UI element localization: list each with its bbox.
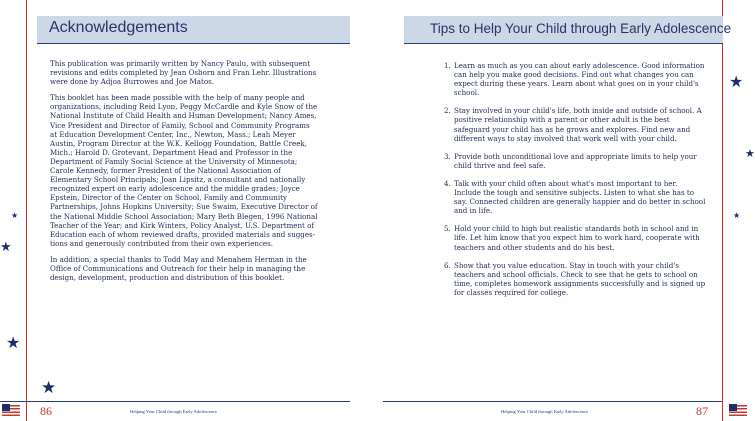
list-item: 1. Learn as much as you can about early adolescence. Good information can help you make good decisions. Find out what changes you can expect during these years. Learn about what goes on in your child's school. [444,61,705,98]
tips-list [444,61,706,306]
star-icon: ★ [0,240,12,255]
left-page [0,0,372,421]
acknowledgements-header [37,16,350,44]
acknowledgements-title: Acknowledgements [49,19,188,36]
star-icon: ★ [729,72,744,91]
running-title: Helping Your Child through Early Adolescence [130,409,218,414]
acknowledgements-paragraph-3: In addition, a special thanks to Todd May and Menahem Herman in the Office of Communications and Outreach for their help in managing the design, development, production and distribution of this booklet. [50,254,307,283]
list-item: 4. Talk with your child often about what's most important to her. Include the tough and sensitive subjects. Listen to what she has to say. Connected children are generally happier and do better in school and in life. [444,178,706,216]
left-margin-rule [26,0,27,421]
list-item: 5. Hold your child to high but realistic standards both in school and in life. Let him know that you expect him to work hard, cooperate with teachers and other students and do his best. [444,224,700,252]
acknowledgements-paragraph-1: This publication was primarily written by Nancy Paulu, with subsequent revisions and edits completed by Jean Osborn and Fran Lehr. Illustrations were done by Adjoa Burrowes and Joe Matos. [50,59,317,87]
running-title: Helping Your Child through Early Adolescence [501,409,589,414]
list-item: 6. Show that you value education. Stay in touch with your child's teachers and school officials. Check to see that he gets to school on time, completes homework assignments successfully and is signed up for classes required for college. [444,260,706,297]
acknowledgements-body [50,59,318,289]
tips-header [404,16,732,44]
page-number: 87 [696,404,708,418]
acknowledgements-paragraph-2: This booklet has been made possible with the help of many people and organizations, including Reid Lyon, Peggy McCardle and Kyle Snow of the National Institute of Child Health and Human Development; Nancy Ames, Vice President and Director of Family, School and Community Programs at Education Development Center, Inc., Newton, Mass.; Leah Meyer Austin, Program Director at the W.K. Kellogg Foundation, Battle Creek, Mich.; Harold D. Grotevant, Department Head and Professor in the Department of Family Social Science at the University of Minnesota; Carole Kennedy, former President of the National Association of Elementary School Principals; Joan Lipsitz, a consultant and nationally recognized expert on early adolescence and the middle grades; Joyce Epstein, Director of the Center on School, Family and Community Partnerships, Johns Hopkins University; Sue Swaim, Executive Director of the National Middle School Association; Mary Beth Blegen, 1996 National Teacher of the Year; and Kirk Winters, Policy Analyst, U.S. Department of Education each of whom reviewed drafts, provided materials and sugges- tions and generously contributed from their own experiences. [50,93,318,248]
star-icon: ★ [745,147,755,160]
flag-icon [729,404,747,417]
star-icon: ★ [6,333,21,352]
tips-title: Tips to Help Your Child through Early Adolescence [430,21,732,36]
right-page [383,0,755,421]
page-number: 86 [40,404,52,418]
star-icon: ★ [11,211,19,220]
right-footer-rule [383,401,722,402]
flag-icon [2,404,20,417]
left-footer-rule [0,401,350,402]
star-icon: ★ [41,378,57,398]
list-item: 3. Provide both unconditional love and appropriate limits to help your child thrive and feel safe. [444,151,697,170]
right-margin-rule [722,0,723,421]
star-icon: ★ [733,211,741,220]
list-item: 2. Stay involved in your child's life, both inside and outside of school. A positive relationship with a parent or other adult is the best safeguard your child has as he grows and explores. Find new and different ways to stay involved that work well with your child. [444,106,702,143]
